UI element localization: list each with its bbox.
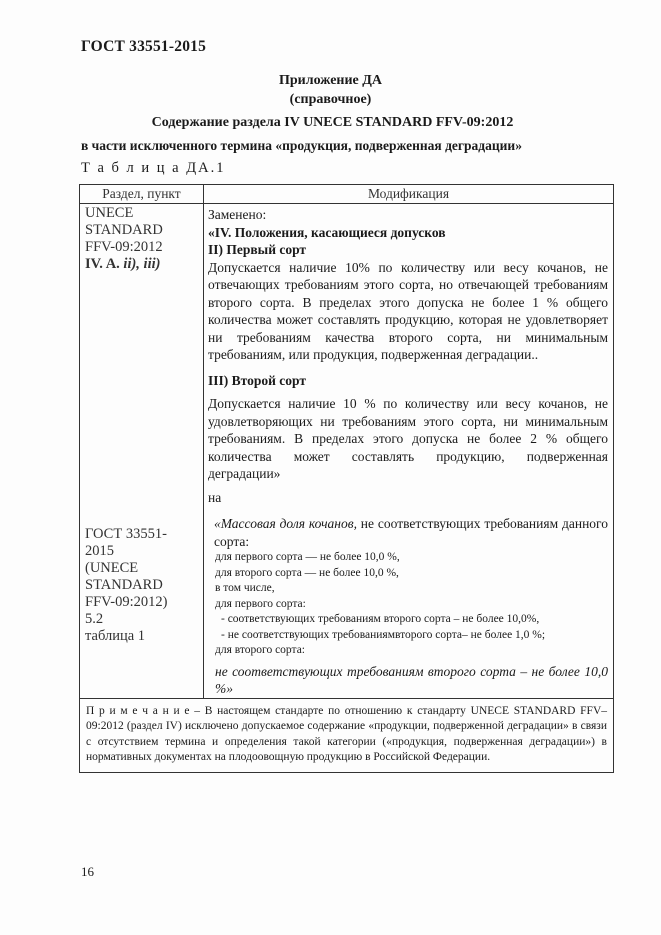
section-reference-cell	[80, 204, 204, 699]
new-text-rest: не соответствующих требованиям данного сорта:	[214, 516, 608, 549]
section-subtitle: в части исключенного термина «продукция, подверженная деградации»	[81, 138, 522, 153]
heading-second-grade: III) Второй сорт	[208, 372, 306, 388]
section-title: Содержание раздела IV UNECE STANDARD FFV-09:2012	[151, 115, 514, 130]
on-label: на	[208, 489, 222, 505]
table-note-row	[80, 698, 614, 772]
ref-gost	[85, 526, 203, 645]
table-header-row	[80, 185, 614, 204]
list-item: в том числе,	[215, 582, 275, 594]
ref-line: STANDARD	[85, 222, 163, 238]
ref-line: UNECE	[85, 205, 134, 221]
ref-line: STANDARD	[85, 577, 163, 593]
list-item: для первого сорта:	[215, 597, 306, 610]
col-header-modification: Модификация	[204, 185, 614, 204]
new-text-italic: «Массовая доля кочанов,	[214, 516, 357, 531]
ref-line: FFV-09:2012)	[85, 594, 168, 610]
ref-line: ГОСТ 33551-	[85, 526, 167, 542]
modification-table	[79, 184, 614, 773]
ref-line: таблица 1	[85, 628, 146, 644]
heading-first-grade: II) Первый сорт	[208, 242, 307, 257]
list-item: для второго сорта:	[215, 644, 305, 656]
list-item: - соответствующих требованиям второго сорта – не более 10,0%,	[221, 613, 540, 625]
first-grade-text: Допускается наличие 10% по количеству или весу кочанов, не отвечающих требованиям этого сорта, но отвечающей требованиям второго сорта. В пределах этого допуска не более 1 % общего количества может составлять продукцию, которая не удовлетворяет ни требованиям качества второго сорта, ни минимальным требованиям, или продукция, подверженная деградации..	[208, 259, 608, 362]
ref-clause-number: IV. A.	[85, 256, 124, 272]
table-label: Т а б л и ц а ДА.1	[81, 160, 226, 176]
page-number: 16	[81, 864, 94, 879]
ref-clause-items: ii), iii)	[123, 256, 161, 272]
col-header-section: Раздел, пункт	[80, 185, 204, 204]
modification-cell	[204, 204, 614, 699]
list-item: для первого сорта — не более 10,0 %,	[215, 551, 400, 563]
list-item: для второго сорта — не более 10,0 %,	[215, 566, 399, 579]
replaced-label: Заменено:	[208, 207, 267, 222]
document-id: ГОСТ 33551-2015	[81, 38, 207, 55]
ref-line: FFV-09:2012	[85, 239, 163, 255]
last-item: не соответствующих требованиям второго сорта – не более 10,0 %»	[215, 663, 608, 696]
ref-line: (UNECE	[85, 560, 139, 576]
annex-title: Приложение ДА	[278, 73, 383, 88]
table-note: П р и м е ч а н и е – В настоящем стандарте по отношению к стандарту UNECE STANDARD FFV–09:2012 (раздел IV) исключено допускаемое содержание «продукции, подверженной деградации» в связи с отсутствием термина и определения такой категории («продукция, подверженная деградации») в нормативных документах на плодоовощную продукцию в Российской Федерации.	[80, 698, 614, 772]
ref-line: 2015	[85, 543, 114, 559]
tolerance-list	[208, 550, 608, 659]
table-row	[80, 204, 614, 699]
ref-line: 5.2	[85, 611, 104, 627]
new-text	[208, 515, 608, 550]
second-grade-text: Допускается наличие 10 % по количеству или весу кочанов, не удовлетворяющих ни требованиям этого сорта, ни минимальным требованиям. В пределах этого допуска не более 2 % общего количества может составлять продукцию, подверженная деградации»	[208, 396, 608, 481]
ref-clause	[85, 256, 203, 273]
ref-unece	[85, 204, 203, 273]
list-item: - не соответствующих требованиямвторого сорта– не более 1,0 %;	[221, 628, 546, 641]
heading-tolerances: «IV. Положения, касающиеся допусков	[208, 224, 446, 240]
annex-kind: (справочное)	[289, 92, 372, 107]
